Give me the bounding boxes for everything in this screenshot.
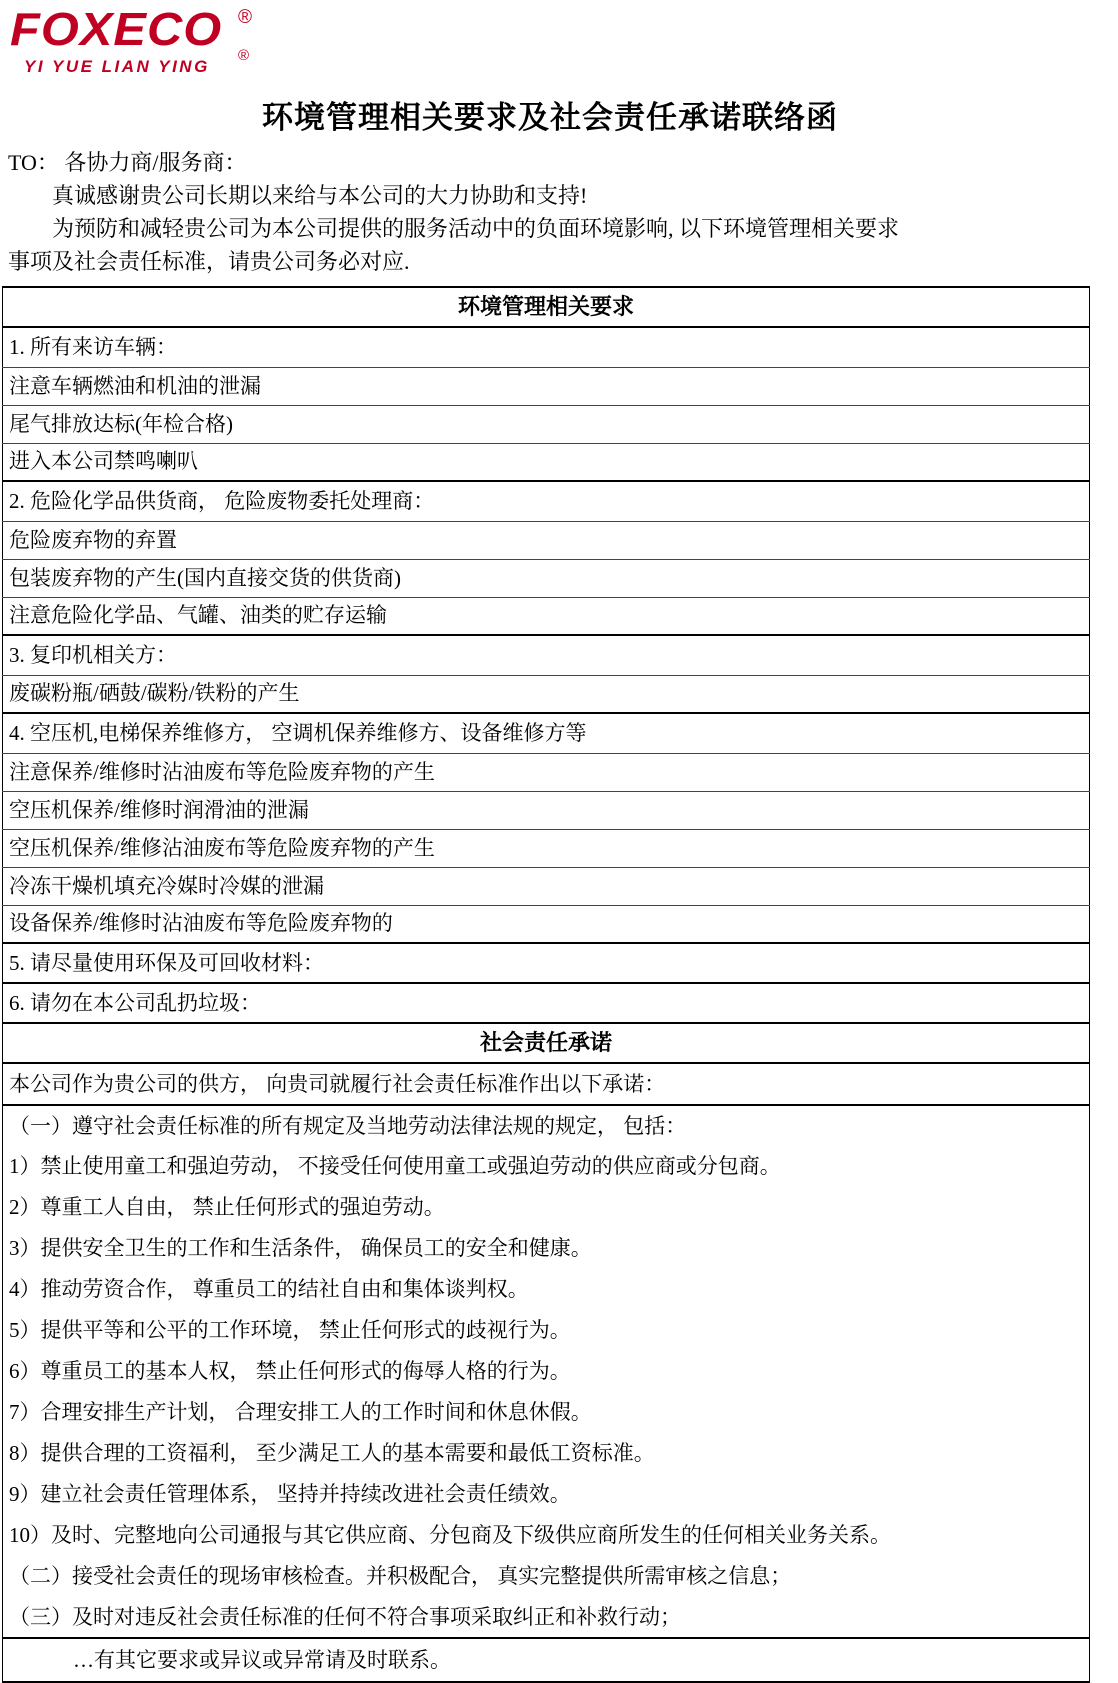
env-requirement-heading: 3. 复印机相关方：	[3, 635, 1090, 675]
social-commitment-row	[3, 1474, 1090, 1515]
social-commitment-subitem: 4）推动劳资合作， 尊重员工的结社自由和集体谈判权。	[3, 1269, 1090, 1310]
env-requirement-row	[3, 791, 1090, 829]
env-section-header: 环境管理相关要求	[3, 287, 1090, 327]
env-requirement-row	[3, 713, 1090, 753]
env-section-header-row	[3, 287, 1090, 327]
env-requirement-item: 危险废弃物的弃置	[3, 521, 1090, 559]
social-commitment-subitem: 1）禁止使用童工和强迫劳动， 不接受任何使用童工或强迫劳动的供应商或分包商。	[3, 1146, 1090, 1187]
env-requirement-heading: 4. 空压机,电梯保养维修方， 空调机保养维修方、设备维修方等	[3, 713, 1090, 753]
env-requirement-row	[3, 905, 1090, 943]
intro-line-2: 真诚感谢贵公司长期以来给与本公司的大力协助和支持!	[52, 183, 588, 208]
intro-to-line: TO： 各协力商/服务商：	[8, 150, 247, 175]
env-requirement-row	[3, 405, 1090, 443]
env-requirement-row	[3, 481, 1090, 521]
social-intro-row	[3, 1063, 1090, 1105]
social-commitment-row	[3, 1351, 1090, 1392]
env-requirement-row	[3, 829, 1090, 867]
social-commitment-row	[3, 1187, 1090, 1228]
env-requirement-item: 包装废弃物的产生(国内直接交货的供货商)	[3, 559, 1090, 597]
env-requirement-heading: 5. 请尽量使用环保及可回收材料：	[3, 943, 1090, 983]
env-requirement-row	[3, 753, 1090, 791]
social-commitment-subitem: 7）合理安排生产计划， 合理安排工人的工作时间和休息休假。	[3, 1392, 1090, 1433]
requirements-table-body	[3, 287, 1090, 1682]
social-commitment-subitem: 6）尊重员工的基本人权， 禁止任何形式的侮辱人格的行为。	[3, 1351, 1090, 1392]
social-commitment-row	[3, 1228, 1090, 1269]
social-commitment-clause: （二）接受社会责任的现场审核检查。并积极配合， 真实完整提供所需审核之信息；	[3, 1556, 1090, 1597]
env-requirement-row	[3, 367, 1090, 405]
page-title: 环境管理相关要求及社会责任承诺联络函	[262, 100, 838, 136]
social-commitment-row	[3, 1515, 1090, 1556]
footer-row	[3, 1638, 1090, 1682]
env-requirement-row	[3, 983, 1090, 1023]
env-requirement-row	[3, 521, 1090, 559]
social-section-header: 社会责任承诺	[3, 1023, 1090, 1063]
social-commitment-clause: （三）及时对违反社会责任标准的任何不符合事项采取纠正和补救行动；	[3, 1597, 1090, 1638]
env-requirement-row	[3, 597, 1090, 635]
social-commitment-row	[3, 1310, 1090, 1351]
intro-block	[8, 146, 1094, 278]
social-commitment-row	[3, 1146, 1090, 1187]
env-requirement-item: 冷冻干燥机填充冷媒时冷媒的泄漏	[3, 867, 1090, 905]
env-requirement-row	[3, 559, 1090, 597]
requirements-table	[2, 286, 1090, 1683]
env-requirement-item: 设备保养/维修时沾油废布等危险废弃物的	[3, 905, 1090, 943]
env-requirement-item: 注意车辆燃油和机油的泄漏	[3, 367, 1090, 405]
company-logo	[10, 3, 280, 80]
env-requirement-item: 注意危险化学品、气罐、油类的贮存运输	[3, 597, 1090, 635]
env-requirement-item: 空压机保养/维修沾油废布等危险废弃物的产生	[3, 829, 1090, 867]
env-requirement-heading: 2. 危险化学品供货商， 危险废物委托处理商：	[3, 481, 1090, 521]
env-requirement-row	[3, 327, 1090, 367]
social-commitment-row	[3, 1105, 1090, 1146]
social-section-header-row	[3, 1023, 1090, 1063]
social-commitment-subitem: 5）提供平等和公平的工作环境， 禁止任何形式的歧视行为。	[3, 1310, 1090, 1351]
social-commitment-subitem: 8）提供合理的工资福利， 至少满足工人的基本需要和最低工资标准。	[3, 1433, 1090, 1474]
env-requirement-item: 进入本公司禁鸣喇叭	[3, 443, 1090, 481]
env-requirement-row	[3, 675, 1090, 713]
social-intro-text: 本公司作为贵公司的供方， 向贵司就履行社会责任标准作出以下承诺：	[3, 1063, 1090, 1105]
env-requirement-row	[3, 635, 1090, 675]
social-commitment-row	[3, 1433, 1090, 1474]
registered-trademark-icon-secondary: ®	[238, 47, 250, 64]
logo-pinyin: YI YUE LIAN YING	[24, 57, 210, 76]
logo-wordmark: FOXECO	[10, 3, 223, 55]
social-commitment-subitem: 10）及时、完整地向公司通报与其它供应商、分包商及下级供应商所发生的任何相关业务关系。	[3, 1515, 1090, 1556]
social-commitment-subitem: 9）建立社会责任管理体系， 坚持并持续改进社会责任绩效。	[3, 1474, 1090, 1515]
registered-trademark-icon: ®	[238, 7, 252, 28]
social-commitment-row	[3, 1556, 1090, 1597]
env-requirement-row	[3, 943, 1090, 983]
env-requirement-heading: 1. 所有来访车辆：	[3, 327, 1090, 367]
env-requirement-item: 空压机保养/维修时润滑油的泄漏	[3, 791, 1090, 829]
env-requirement-row	[3, 867, 1090, 905]
env-requirement-item: 注意保养/维修时沾油废布等危险废弃物的产生	[3, 753, 1090, 791]
social-commitment-row	[3, 1597, 1090, 1638]
social-commitment-subitem: 2）尊重工人自由， 禁止任何形式的强迫劳动。	[3, 1187, 1090, 1228]
footer-note: …有其它要求或异议或异常请及时联系。	[3, 1638, 1090, 1682]
env-requirement-row	[3, 443, 1090, 481]
intro-line-4: 事项及社会责任标准，请贵公司务必对应.	[8, 249, 410, 274]
social-commitment-row	[3, 1269, 1090, 1310]
social-commitment-subitem: 3）提供安全卫生的工作和生活条件， 确保员工的安全和健康。	[3, 1228, 1090, 1269]
social-commitment-row	[3, 1392, 1090, 1433]
env-requirement-item: 尾气排放达标(年检合格)	[3, 405, 1090, 443]
env-requirement-heading: 6. 请勿在本公司乱扔垃圾：	[3, 983, 1090, 1023]
social-commitment-clause: （一）遵守社会责任标准的所有规定及当地劳动法律法规的规定， 包括：	[3, 1105, 1090, 1146]
env-requirement-item: 废碳粉瓶/硒鼓/碳粉/铁粉的产生	[3, 675, 1090, 713]
intro-line-3: 为预防和减轻贵公司为本公司提供的服务活动中的负面环境影响, 以下环境管理相关要求	[52, 216, 900, 241]
